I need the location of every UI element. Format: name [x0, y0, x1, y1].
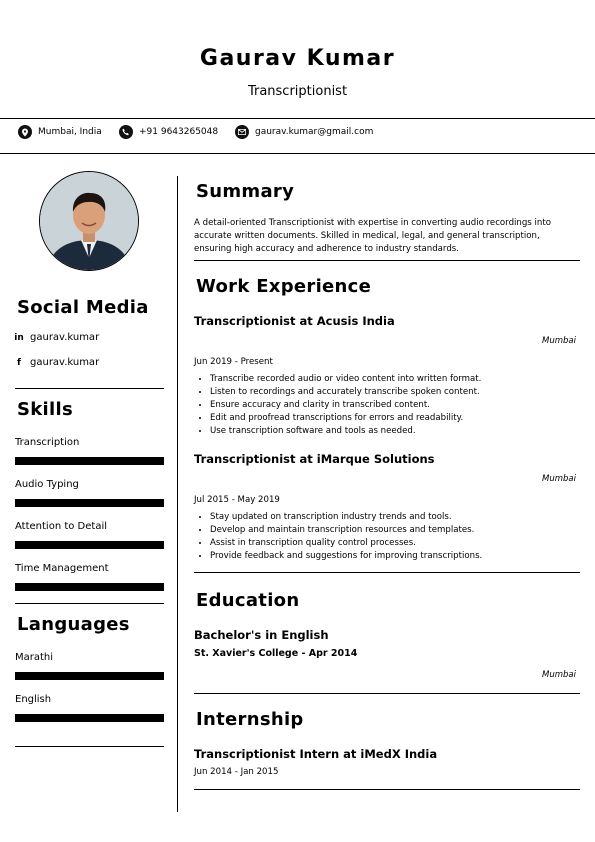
facebook-icon: f — [17, 357, 21, 368]
contact-location-text: Mumbai, India — [38, 127, 102, 137]
internship-title: Transcriptionist Intern at iMedX India — [194, 747, 438, 761]
language-name: Marathi — [15, 652, 54, 663]
social-facebook-handle: gaurav.kumar — [30, 357, 100, 368]
skill-bar — [15, 583, 164, 591]
candidate-name: Gaurav Kumar — [199, 46, 396, 71]
left-rule-languages — [15, 746, 164, 747]
candidate-title: Transcriptionist — [247, 84, 348, 99]
skills-heading: Skills — [17, 399, 73, 420]
language-name: English — [15, 694, 52, 705]
job-bullet: • Assist in transcription quality control processes. — [210, 537, 594, 550]
right-rule-experience — [194, 572, 580, 573]
skill-bar-fill — [15, 457, 164, 465]
job-bullet: • Develop and maintain transcription resources and templates. — [210, 524, 594, 537]
contact-phone — [119, 124, 218, 140]
social-linkedin-handle: gaurav.kumar — [30, 332, 100, 343]
contact-location — [18, 124, 102, 140]
language-bar-fill — [15, 714, 164, 722]
internship-dates: Jun 2014 - Jan 2015 — [194, 767, 279, 777]
job-dates: Jun 2019 - Present — [194, 357, 273, 367]
contact-email — [235, 124, 373, 140]
skill-name: Audio Typing — [15, 479, 79, 490]
job-title: Transcriptionist at iMarque Solutions — [194, 452, 435, 466]
header-top-rule — [0, 118, 595, 119]
skill-bar-fill — [15, 499, 164, 507]
job-bullet: • Stay updated on transcription industry trends and tools. — [210, 511, 594, 524]
education-location: Mumbai — [542, 670, 576, 680]
job-bullets — [194, 373, 594, 438]
job-bullet: • Use transcription software and tools as needed. — [210, 425, 594, 438]
skill-bar — [15, 457, 164, 465]
right-rule-education — [194, 693, 580, 694]
job-location: Mumbai — [542, 336, 576, 346]
degree-title: Bachelor's in English — [194, 628, 329, 642]
skill-bar-fill — [15, 541, 164, 549]
job-location: Mumbai — [542, 474, 576, 484]
education-heading: Education — [196, 590, 300, 611]
social-linkedin[interactable] — [14, 332, 99, 343]
header-bottom-rule — [0, 153, 595, 154]
internship-heading: Internship — [196, 709, 304, 730]
school-name: St. Xavier's College - Apr 2014 — [194, 648, 358, 659]
summary-heading: Summary — [196, 181, 295, 202]
column-divider — [177, 176, 178, 812]
social-facebook[interactable] — [14, 357, 99, 368]
location-pin-icon — [18, 125, 32, 139]
job-dates: Jul 2015 - May 2019 — [194, 495, 280, 505]
language-bar-fill — [15, 672, 164, 680]
contact-email-text[interactable]: gaurav.kumar@gmail.com — [255, 127, 374, 137]
work-experience-heading: Work Experience — [196, 276, 372, 297]
phone-icon — [119, 125, 133, 139]
skill-name: Transcription — [15, 437, 80, 448]
left-rule-skills — [15, 603, 164, 604]
job-bullet: • Ensure accuracy and clarity in transcribed content. — [210, 399, 594, 412]
right-rule-summary — [194, 260, 580, 261]
envelope-icon — [235, 125, 249, 139]
skill-name: Time Management — [15, 563, 109, 574]
skill-name: Attention to Detail — [15, 521, 108, 532]
job-bullets — [194, 511, 594, 563]
right-rule-internship — [194, 789, 580, 790]
skill-bar-fill — [15, 583, 164, 591]
languages-heading: Languages — [17, 614, 130, 635]
job-bullet: • Listen to recordings and accurately transcribe spoken content. — [210, 386, 594, 399]
avatar — [39, 171, 139, 271]
skill-bar — [15, 499, 164, 507]
job-bullet: • Edit and proofread transcriptions for errors and readability. — [210, 412, 594, 425]
summary-text: A detail-oriented Transcriptionist with expertise in converting audio recordings into accurate written documents. Skilled in medical, legal, and general transcription, ensuring high accuracy and adherence to industry standards. — [194, 218, 551, 254]
job-bullet: • Transcribe recorded audio or video content into written format. — [210, 373, 594, 386]
linkedin-icon: in — [14, 332, 24, 343]
skill-bar — [15, 541, 164, 549]
contact-phone-text[interactable]: +91 9643265048 — [139, 127, 219, 137]
language-bar — [15, 714, 164, 722]
left-rule-social — [15, 388, 164, 389]
language-bar — [15, 672, 164, 680]
social-media-heading: Social Media — [17, 297, 149, 318]
job-title: Transcriptionist at Acusis India — [194, 314, 395, 328]
job-bullet: • Provide feedback and suggestions for improving transcriptions. — [210, 550, 594, 563]
